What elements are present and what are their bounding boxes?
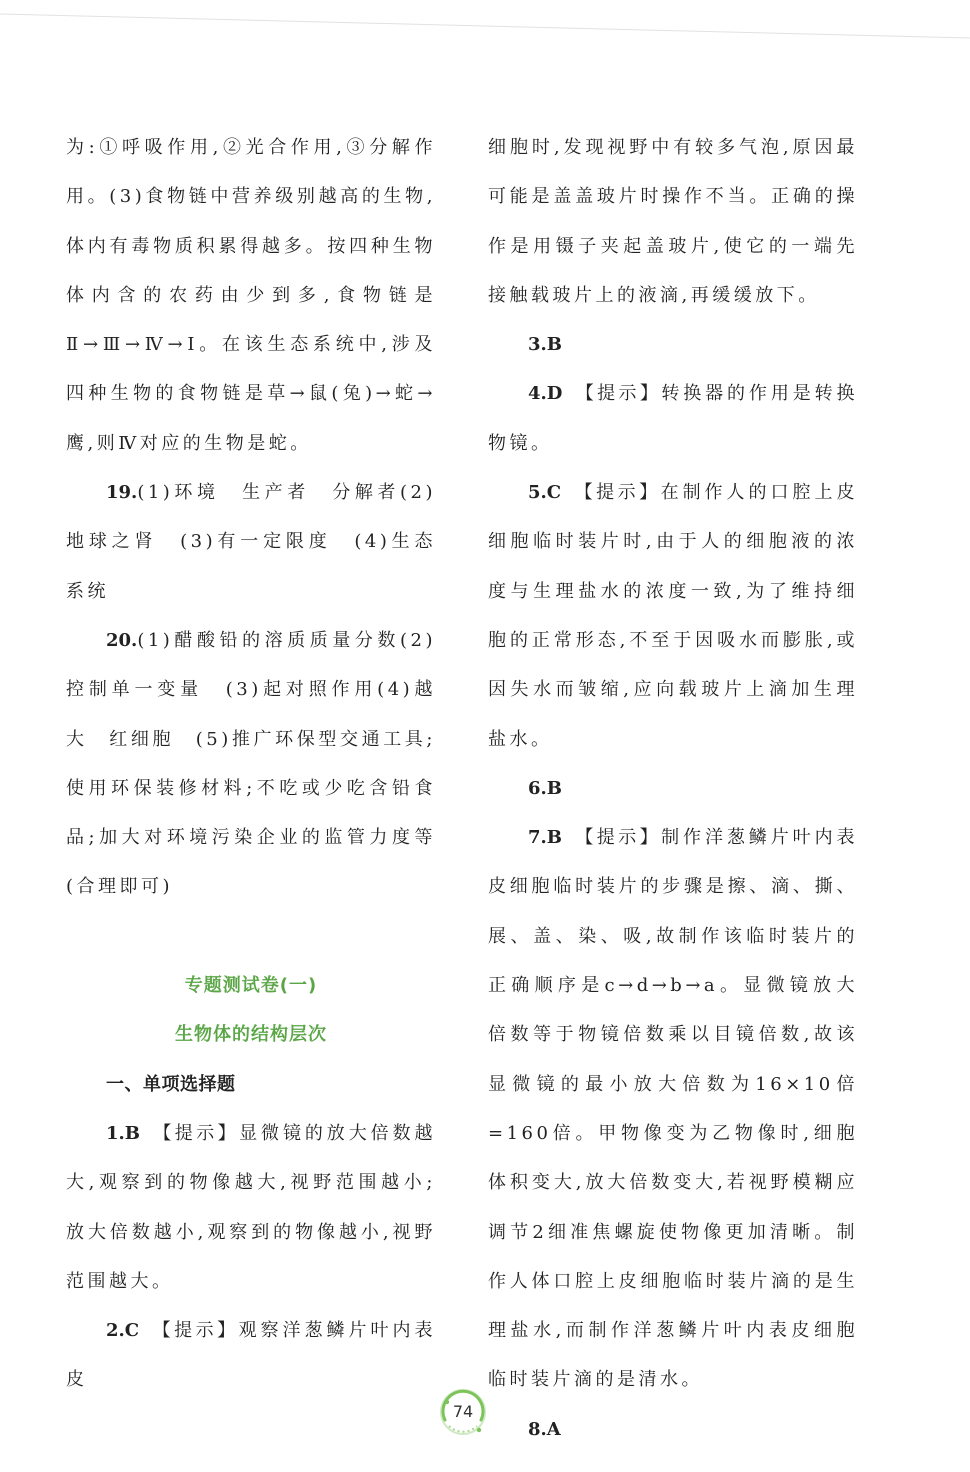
answer-continuation: 为:①呼吸作用,②光合作用,③分解作用。(3)食物链中营养级别越高的生物,体内有毒物质积累得越多。按四种生物体内含的农药由少到多,食物链是Ⅱ→Ⅲ→Ⅳ→Ⅰ。在该生态系统中,涉及四种生物的食物链是草→鼠(兔)→蛇→鹰,则Ⅳ对应的生物是蛇。 [66, 137, 436, 454]
page-number: 74 [452, 1402, 474, 1421]
page-number-badge [435, 1384, 491, 1440]
answer-1: 1.B 【提示】显微镜的放大倍数越大,观察到的物像越大,视野范围越小;放大倍数越小,观察到的物像越小,视野范围越大。 [66, 1122, 437, 1292]
spacer [66, 912, 436, 961]
answer-6: 6.B [528, 777, 563, 799]
answer-4: 4.D 【提示】转换器的作用是转换物镜。 [488, 383, 859, 454]
answer-8: 8.A [528, 1418, 561, 1440]
answer-3: 3.B [528, 334, 563, 356]
test-subtitle: 生物体的结构层次 [175, 1024, 327, 1046]
answer-7: 7.B 【提示】制作洋葱鳞片叶内表皮细胞临时装片的步骤是擦、滴、撕、展、盖、染、吸,故制作该临时装片的正确顺序是c→d→b→a。显微镜放大倍数等于物镜倍数乘以目镜倍数,故该显微镜的最小放大倍数为16×10倍=160倍。甲物像变为乙物像时,细胞体积变大,放大倍数变大,若视野模糊应调节2细准焦螺旋使物像更加清晰。制作人体口腔上皮细胞临时装片滴的是生理盐水,而制作洋葱鳞片叶内表皮细胞临时装片滴的是清水。 [488, 827, 859, 1391]
top-edge-line [0, 0, 970, 40]
answer-5: 5.C 【提示】在制作人的口腔上皮细胞临时装片时,由于人的细胞液的浓度与生理盐水的浓度一致,为了维持细胞的正常形态,不至于因吸水而膨胀,或因失水而皱缩,应向载玻片上滴加生理盐水。 [488, 482, 859, 750]
right-column [488, 123, 858, 1454]
test-title: 专题测试卷(一) [184, 975, 318, 997]
answer-20: 20.(1)醋酸铅的溶质质量分数(2)控制单一变量 (3)起对照作用(4)越大 红细胞 (5)推广环保型交通工具;使用环保装修材料;不吃或少吃含铅食品;加大对环境污染企业的监管力度等(合理即可) [66, 629, 436, 898]
left-column [66, 123, 436, 1405]
answer-2: 2.C 【提示】观察洋葱鳞片叶内表皮 [66, 1320, 437, 1391]
answer-2-continuation: 细胞时,发现视野中有较多气泡,原因最可能是盖盖玻片时操作不当。正确的操作是用镊子夹起盖玻片,使它的一端先接触载玻片上的液滴,再缓缓放下。 [488, 137, 858, 306]
answer-19: 19.(1)环境 生产者 分解者(2)地球之肾 (3)有一定限度 (4)生态系统 [66, 482, 436, 602]
section-heading: 一、单项选择题 [106, 1073, 236, 1095]
